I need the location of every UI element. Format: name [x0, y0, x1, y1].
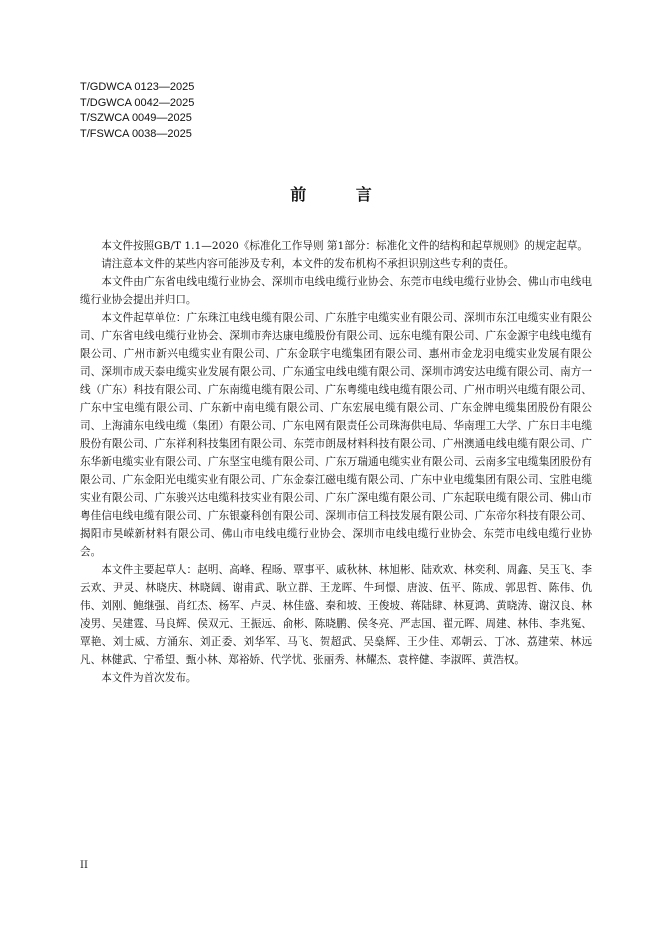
paragraph-patent-notice: 请注意本文件的某些内容可能涉及专利，本文件的发布机构不承担识别这些专利的责任。 [101, 258, 515, 270]
standard-codes [80, 80, 194, 142]
standard-code-fswca: T/FSWCA 0038—2025 [80, 127, 192, 140]
paragraph-first-release: 本文件为首次发布。 [101, 672, 197, 684]
standard-code-gdwca: T/GDWCA 0123—2025 [80, 81, 195, 93]
paragraph-drafting-units: 本文件起草单位：广东珠江电线电缆有限公司、广东胜宇电缆实业有限公司、深圳市东江电缆实业有限公司、广东省电线电缆行业协会、深圳市奔达康电缆股份有限公司、远东电缆有限公司、广东金源宇电线电缆有限公司、广州市新兴电缆实业有限公司、广东金联宇电缆集团有限公司、惠州市金龙羽电缆实业发展有限公司、深圳市成天泰电缆实业发展有限公司、广东通宝电线电缆有限公司、深圳市鸿安达电缆有限公司、南方一线（广东）科技有限公司、广东南缆电缆有限公司、广东粤缆电线电缆有限公司、广州市明兴电缆有限公司、广东中宝电缆有限公司、广东新中南电缆有限公司、广东宏展电缆有限公司、广东金牌电缆集团股份有限公司、上海浦东电线电缆（集团）有限公司、广东电网有限责任公司珠海供电局、华南理工大学、广东日丰电缆股份有限公司、广东祥利科技集团有限公司、东莞市朗晟材料科技有限公司、广州澳通电线电缆有限公司、广东华新电缆实业有限公司、广东坚宝电缆有限公司、广东万瑞通电缆实业有限公司、云南多宝电缆集团股份有限公司、广东金阳光电缆实业有限公司、广东金泰江磁电缆有限公司、广东中业电缆集团有限公司、宝胜电缆实业有限公司、广东骏兴达电缆科技实业有限公司、广东广深电缆有限公司、广东起联电缆有限公司、佛山市粤佳信电线电缆有限公司、广东银豪科创有限公司、深圳市信工科技发展有限公司、广东帝尔科技有限公司、揭阳市昊嵘新材料有限公司、佛山市电线电缆行业协会、深圳市电线电缆行业协会、东莞市电线电缆行业协会。 [80, 312, 592, 558]
paragraph-proposer: 本文件由广东省电线电缆行业协会、深圳市电线电缆行业协会、东莞市电线电缆行业协会、佛山市电线电缆行业协会提出并归口。 [80, 276, 592, 306]
page-title: 前 言 [290, 185, 394, 204]
standard-code-dgwca: T/DGWCA 0042—2025 [80, 96, 195, 109]
page-number: II [80, 860, 88, 871]
paragraph-drafters: 本文件主要起草人：赵明、高峰、程旸、覃事平、戚秋林、林旭彬、陆欢欢、林奕利、周鑫、吴玉飞、李云欢、尹灵、林晓庆、林晓阔、谢甫武、耿立群、王龙晖、牛珂憬、唐波、伍平、陈成、郭思哲、陈伟、仇伟、刘刚、鲍继强、肖红杰、杨军、卢灵、林佳盛、秦和坡、王俊坡、蒋陆肆、林夏鸿、黄晓涛、谢汉良、林凌男、吴建霆、马良辉、侯双元、王振远、俞彬、陈晓鹏、侯冬亮、严志国、翟元晖、周建、林伟、李兆冤、覃艳、刘士威、方涌东、刘正委、刘华军、马飞、贺超武、吴燊辉、王少佳、邓朝云、丁冰、荔建荣、林远凡、林健武、宁希望、甄小林、郑裕娇、代学忧、张丽秀、林耀杰、袁梓健、李淑晖、黄浩权。 [80, 564, 592, 666]
standard-code-szwca: T/SZWCA 0049—2025 [80, 112, 192, 124]
paragraph-drafting-rules: 本文件按照GB/T 1.1—2020《标准化工作导则 第1部分：标准化文件的结构和起草规则》的规定起草。 [101, 240, 588, 252]
foreword-body [80, 237, 592, 687]
